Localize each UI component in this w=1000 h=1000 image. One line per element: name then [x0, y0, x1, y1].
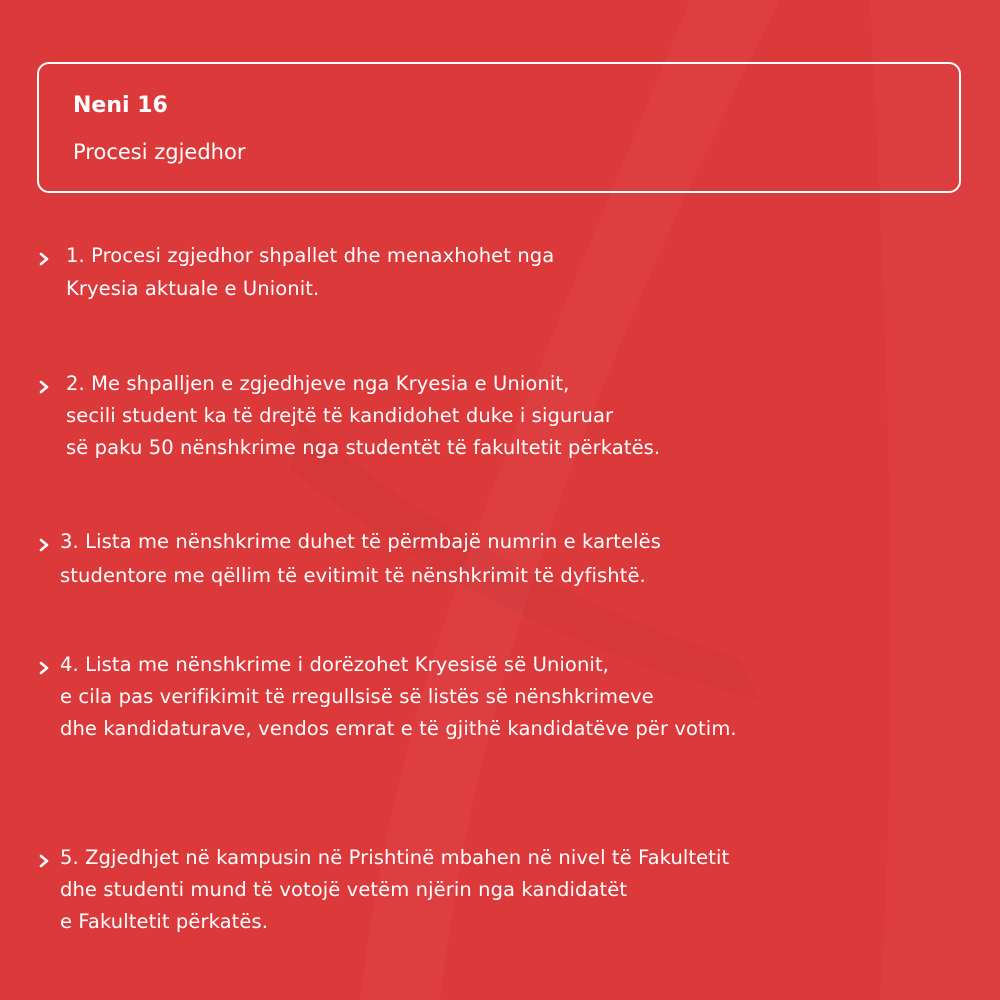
list-item-line: 3. Lista me nënshkrime duhet të përmbajë numrin e kartelës — [60, 530, 661, 553]
list-item-line: 1. Procesi zgjedhor shpallet dhe menaxhohet nga — [66, 244, 555, 267]
list-item-line: e Fakultetit përkatës. — [60, 910, 269, 933]
chevron-right-icon — [38, 538, 52, 552]
list-item-line: 4. Lista me nënshkrime i dorëzohet Kryesisë së Unionit, — [60, 653, 609, 676]
list-item-line: dhe kandidaturave, vendos emrat e të gjithë kandidatëve për votim. — [60, 717, 737, 740]
article-title: Neni 16 — [73, 93, 168, 118]
list-item-line: studentore me qëllim të evitimit të nënshkrimit të dyfishtë. — [60, 564, 646, 587]
article-header-box — [37, 62, 961, 193]
list-item-line: secili student ka të drejtë të kandidohet duke i siguruar — [66, 404, 614, 427]
article-subtitle: Procesi zgjedhor — [73, 140, 246, 164]
chevron-right-icon — [38, 661, 52, 675]
list-item-line: dhe studenti mund të votojë vetëm njërin nga kandidatët — [60, 878, 628, 901]
list-item-line: e cila pas verifikimit të rregullsisë së listës së nënshkrimeve — [60, 685, 654, 708]
chevron-right-icon — [38, 252, 52, 266]
chevron-right-icon — [38, 854, 52, 868]
list-item-line: 5. Zgjedhjet në kampusin në Prishtinë mbahen në nivel të Fakultetit — [60, 846, 730, 869]
list-item-line: 2. Me shpalljen e zgjedhjeve nga Kryesia e Unionit, — [66, 372, 570, 395]
list-item-line: së paku 50 nënshkrime nga studentët të fakultetit përkatës. — [66, 436, 661, 459]
list-item-line: Kryesia aktuale e Unionit. — [66, 277, 320, 300]
chevron-right-icon — [38, 380, 52, 394]
